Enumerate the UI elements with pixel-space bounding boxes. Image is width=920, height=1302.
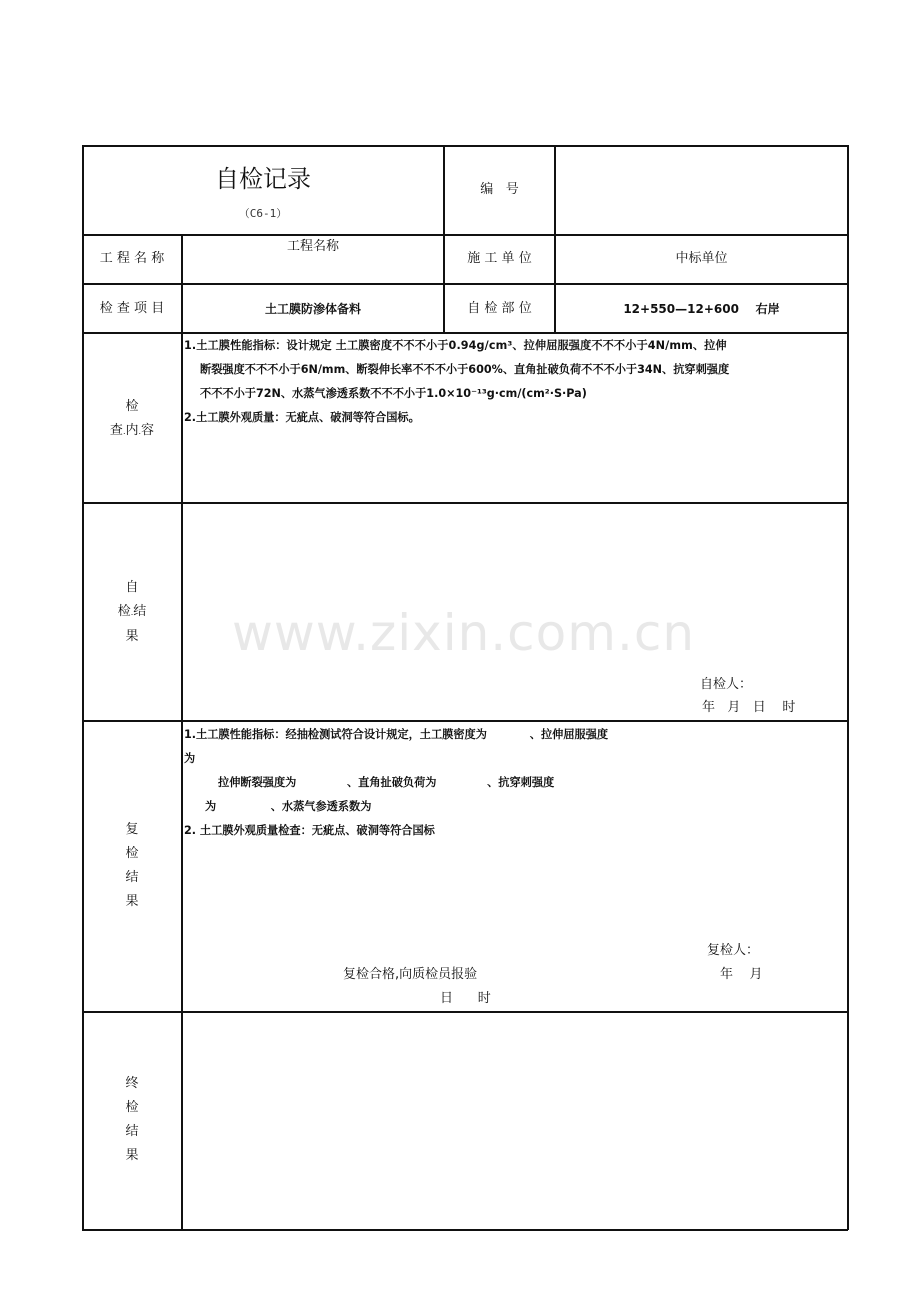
- self-check-part-value: 12+550—12+600 右岸: [623, 302, 780, 316]
- label-char-group: 检.结: [117, 604, 147, 619]
- project-name-label: 工 程 名 称: [99, 251, 165, 266]
- form-title: 自检记录: [215, 165, 311, 193]
- inspection-item-value: 土工膜防渗体备料: [264, 302, 361, 316]
- label-char: 容: [141, 423, 155, 438]
- recheck-line-1: 1.土工膜性能指标：经抽检测试符合设计规定，土工膜密度为 、拉伸屈服强度: [184, 728, 609, 741]
- content-line-2: 断裂强度不不不小于6N/mm、断裂伸长率不不不小于600%、直角扯破负荷不不不小于34N、抗穿刺强度: [200, 363, 730, 376]
- recheck-date-day-hour: 日 时: [440, 991, 491, 1006]
- self-inspector-label: 自检人：: [700, 677, 753, 692]
- recheck-line-1b: 为: [184, 752, 196, 765]
- label-char: 结: [133, 604, 147, 619]
- border-top: [82, 145, 848, 147]
- self-check-result-label: [82, 576, 182, 649]
- label-char: 检: [125, 846, 139, 861]
- label-char: 果: [125, 629, 139, 644]
- label-char: 检: [117, 604, 131, 619]
- recheck-line-4: 2. 土工膜外观质量检查：无疵点、破洞等符合国标: [184, 824, 435, 837]
- project-name-value: 工程名称: [286, 239, 339, 254]
- self-check-part-label: 自 检 部 位: [467, 301, 532, 316]
- content-line-1: 1.土工膜性能指标：设计规定 土工膜密度不不不小于0.94g/cm³、拉伸屈服强度不不不小于4N/mm、拉伸: [184, 339, 727, 352]
- watermark: www.zixin.com.cn: [232, 604, 696, 662]
- label-char: 果: [125, 894, 139, 909]
- recheck-line-3: 为 、水蒸气参透系数为: [205, 800, 372, 813]
- label-char: 自: [125, 580, 139, 595]
- row-divider: [82, 720, 848, 722]
- content-line-3: 不不不小于72N、水蒸气渗透系数不不不小于1.0×10⁻¹³g·cm/(cm²·S·Pa): [200, 387, 587, 400]
- final-result-label: [82, 1072, 182, 1168]
- inspection-item-label: 检 查 项 目: [99, 301, 165, 316]
- row-divider: [82, 283, 848, 285]
- label-char: 结: [125, 1124, 139, 1139]
- label-char: 结: [125, 870, 139, 885]
- row-divider: [82, 502, 848, 504]
- border-bottom: [82, 1229, 848, 1231]
- recheck-result-label: [82, 818, 182, 914]
- content-line-4: 2.土工膜外观质量：无疵点、破洞等符合国标。: [184, 411, 420, 424]
- self-check-date: 年 月 日 时: [702, 700, 796, 715]
- recheck-date-year-month: 年 月: [720, 967, 763, 982]
- label-char: 查: [109, 423, 123, 438]
- construction-unit-label: 施 工 单 位: [467, 251, 532, 266]
- inspection-content-label: [82, 395, 182, 444]
- recheck-line-2: 拉伸断裂强度为 、直角扯破负荷为 、抗穿刺强度: [218, 776, 555, 789]
- label-char: 内: [125, 423, 139, 438]
- recheck-inspector-label: 复检人：: [707, 943, 760, 958]
- label-char: 检: [125, 1100, 139, 1115]
- label-char: 检: [125, 399, 139, 414]
- number-label: 编 号: [480, 182, 519, 197]
- label-char: 复: [125, 822, 139, 837]
- label-char: 终: [125, 1076, 139, 1091]
- row-divider: [82, 234, 848, 236]
- recheck-conclusion: 复检合格,向质检员报验: [343, 967, 478, 982]
- label-char: 果: [125, 1148, 139, 1163]
- row-divider: [82, 332, 848, 334]
- label-char-group: 查.内.容: [109, 423, 155, 438]
- construction-unit-value: 中标单位: [675, 251, 728, 266]
- row-divider: [82, 1011, 848, 1013]
- form-code: （C6-1）: [238, 207, 288, 220]
